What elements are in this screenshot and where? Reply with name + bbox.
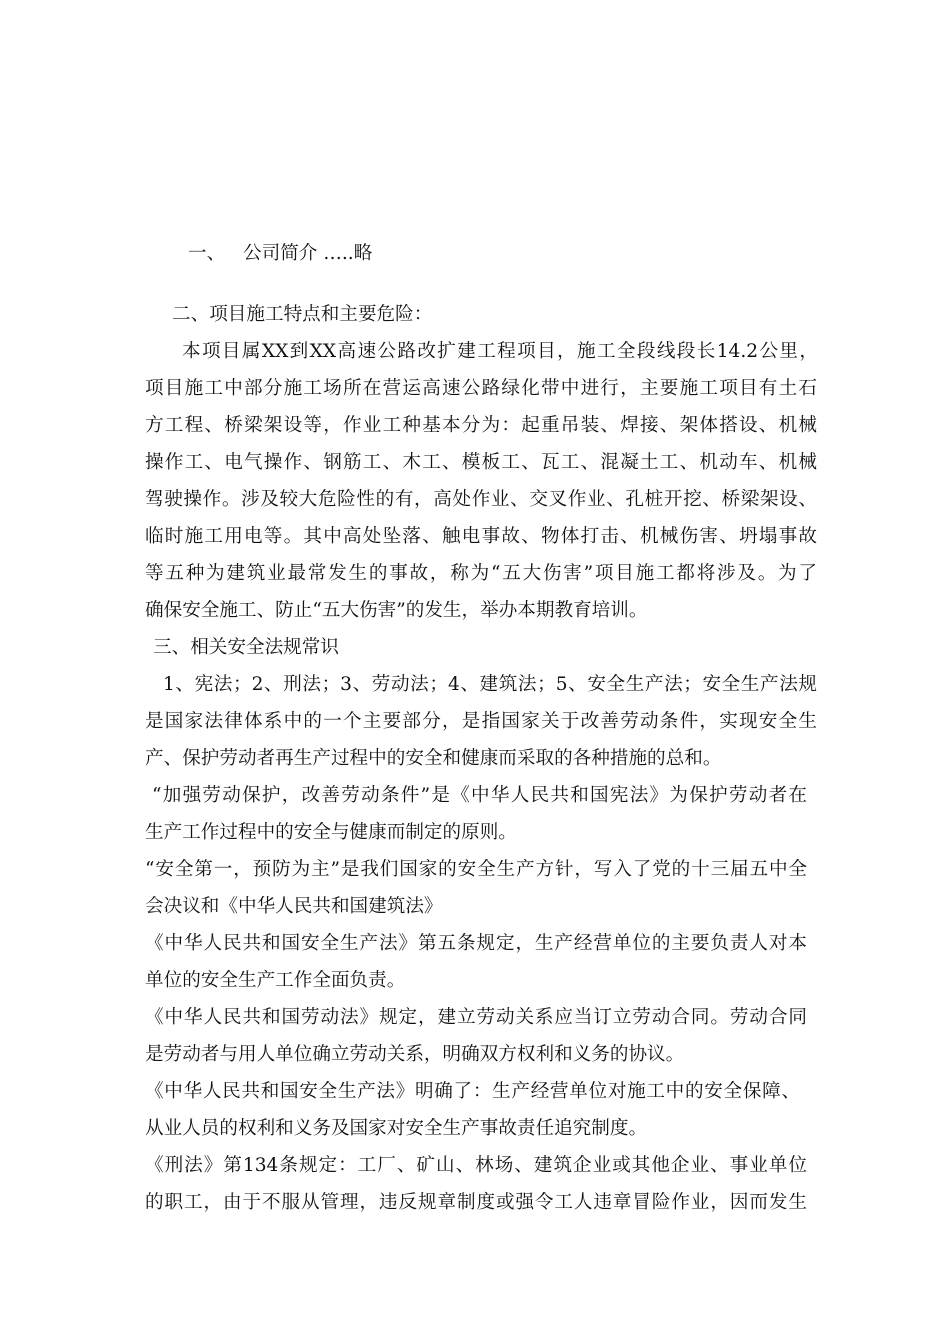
- paragraph-line: 驾驶操作。涉及较大危险性的有，高处作业、交叉作业、孔桩开挖、桥梁架设、: [145, 489, 817, 510]
- paragraph-line: 从业人员的权利和义务及国家对安全生产事故责任追究制度。: [145, 1118, 648, 1139]
- paragraph-line: 等五种为建筑业最常发生的事故，称为“五大伤害”项目施工都将涉及。为了: [145, 563, 817, 584]
- paragraph-line: 产、保护劳动者再生产过程中的安全和健康而采取的各种措施的总和。: [145, 748, 722, 769]
- paragraph-line: 1、宪法；2、刑法；3、劳动法；4、建筑法；5、安全生产法；安全生产法规: [163, 674, 817, 695]
- paragraph-line: “加强劳动保护，改善劳动条件”是《中华人民共和国宪法》为保护劳动者在: [152, 785, 807, 806]
- paragraph-line: 生产工作过程中的安全与健康而制定的原则。: [145, 822, 517, 843]
- paragraph-line: 《中华人民共和国劳动法》规定，建立劳动关系应当订立劳动合同。劳动合同: [145, 1007, 807, 1028]
- paragraph-line: 项目施工中部分施工场所在营运高速公路绿化带中进行，主要施工项目有土石: [145, 378, 817, 399]
- paragraph-line: 《刑法》第134条规定：工厂、矿山、林场、建筑企业或其他企业、事业单位: [145, 1155, 807, 1176]
- paragraph-line: 是劳动者与用人单位确立劳动关系，明确双方权利和义务的协议。: [145, 1044, 685, 1065]
- paragraph-line: 《中华人民共和国安全生产法》第五条规定，生产经营单位的主要负责人对本: [145, 933, 807, 954]
- paragraph-line: “安全第一，预防为主”是我们国家的安全生产方针，写入了党的十三届五中全: [145, 859, 807, 880]
- paragraph-line: 的职工，由于不服从管理，违反规章制度或强令工人违章冒险作业，因而发生: [145, 1192, 807, 1213]
- paragraph-line: 临时施工用电等。其中高处坠落、触电事故、物体打击、机械伤害、坍塌事故: [145, 526, 817, 547]
- section-heading-1: [188, 241, 372, 267]
- paragraph-line: 操作工、电气操作、钢筋工、木工、模板工、瓦工、混凝土工、机动车、机械: [145, 452, 817, 473]
- section-number: 一、: [188, 243, 226, 264]
- section-title: 公司简介 …..略: [243, 243, 373, 264]
- paragraph-line: 本项目属XX到XX高速公路改扩建工程项目，施工全段线段长14.2公里，: [182, 341, 818, 362]
- paragraph-line: 是国家法律体系中的一个主要部分，是指国家关于改善劳动条件，实现安全生: [145, 711, 817, 732]
- paragraph-line: 《中华人民共和国安全生产法》明确了：生产经营单位对施工中的安全保障、: [145, 1081, 800, 1102]
- paragraph-line: 确保安全施工、防止“五大伤害”的发生，举办本期教育培训。: [145, 600, 648, 621]
- paragraph-line: 单位的安全生产工作全面负责。: [145, 970, 406, 991]
- paragraph-line: 方工程、桥梁架设等，作业工种基本分为：起重吊装、焊接、架体搭设、机械: [145, 415, 817, 436]
- section-heading-2: 二、项目施工特点和主要危险：: [172, 304, 433, 325]
- paragraph-line: 会决议和《中华人民共和国建筑法》: [145, 896, 443, 917]
- section-heading-3: 三、相关安全法规常识: [153, 637, 339, 658]
